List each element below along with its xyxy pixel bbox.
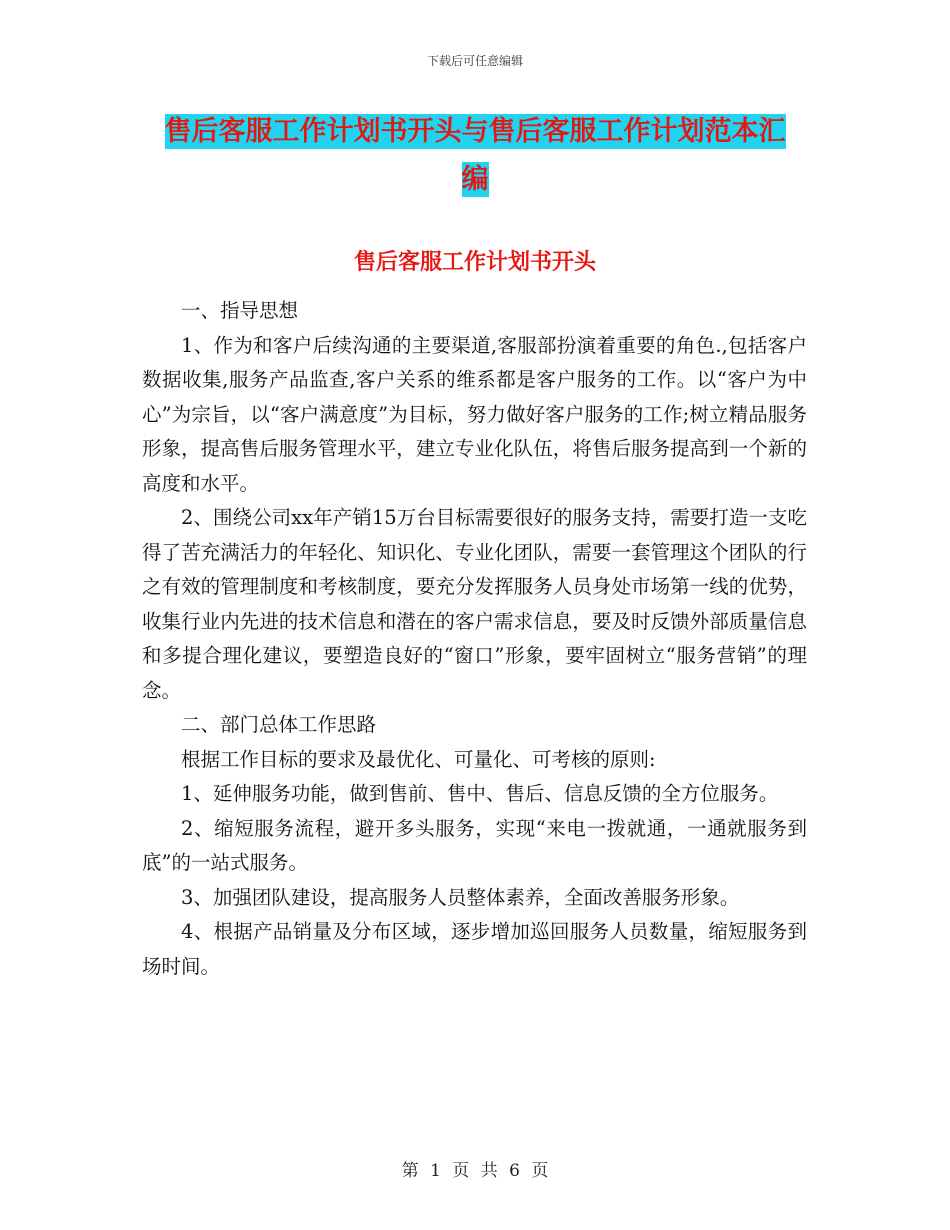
title-line-1: 售后客服工作计划书开头与售后客服工作计划范本汇 [164, 116, 786, 147]
paragraph: 1、作为和客户后续沟通的主要渠道,客服部扮演着重要的角色.,包括客户数据收集,服务产品监查,客户关系的维系都是客户服务的工作。以“客户为中心”为宗旨，以“客户满意度”为目标，努力做好客户服务的工作;树立精品服务形象，提高售后服务管理水平，建立专业化队伍，将售后服务提高到一个新的高度和水平。 [142, 333, 807, 495]
paragraph: 4、根据产品销量及分布区域，逐步增加巡回服务人员数量，缩短服务到场时间。 [142, 920, 807, 978]
paragraph: 3、加强团队建设，提高服务人员整体素养，全面改善服务形象。 [181, 885, 740, 909]
paragraph: 二、部门总体工作思路 [181, 713, 377, 736]
title-line-2: 编 [461, 164, 489, 195]
paragraph: 根据工作目标的要求及最优化、可量化、可考核的原则: [181, 747, 656, 771]
section-heading: 售后客服工作计划书开头 [353, 249, 596, 275]
paragraph: 2、围绕公司xx年产销15万台目标需要很好的服务支持，需要打造一支吃得了苦充满活力的年轻化、知识化、专业化团队，需要一套管理这个团队的行之有效的管理制度和考核制度，要充分发挥服务人员身处市场第一线的优势，收集行业内先进的技术信息和潜在的客户需求信息，要及时反馈外部质量信息和多提合理化建议，要塑造良好的“窗口”形象，要牢固树立“服务营销”的理念。 [142, 506, 807, 702]
paragraph: 一、指导思想 [181, 299, 299, 322]
document-title [140, 108, 810, 204]
page-header-note: 下载后可任意编辑 [426, 54, 523, 68]
document-body [142, 294, 807, 984]
paragraph: 1、延伸服务功能，做到售前、售中、售后、信息反馈的全方位服务。 [181, 782, 779, 805]
paragraph: 2、缩短服务流程，避开多头服务，实现“来电一拨就通，一通就服务到底”的一站式服务。 [142, 816, 807, 874]
page-number: 第 1 页 共 6 页 [401, 1161, 549, 1181]
